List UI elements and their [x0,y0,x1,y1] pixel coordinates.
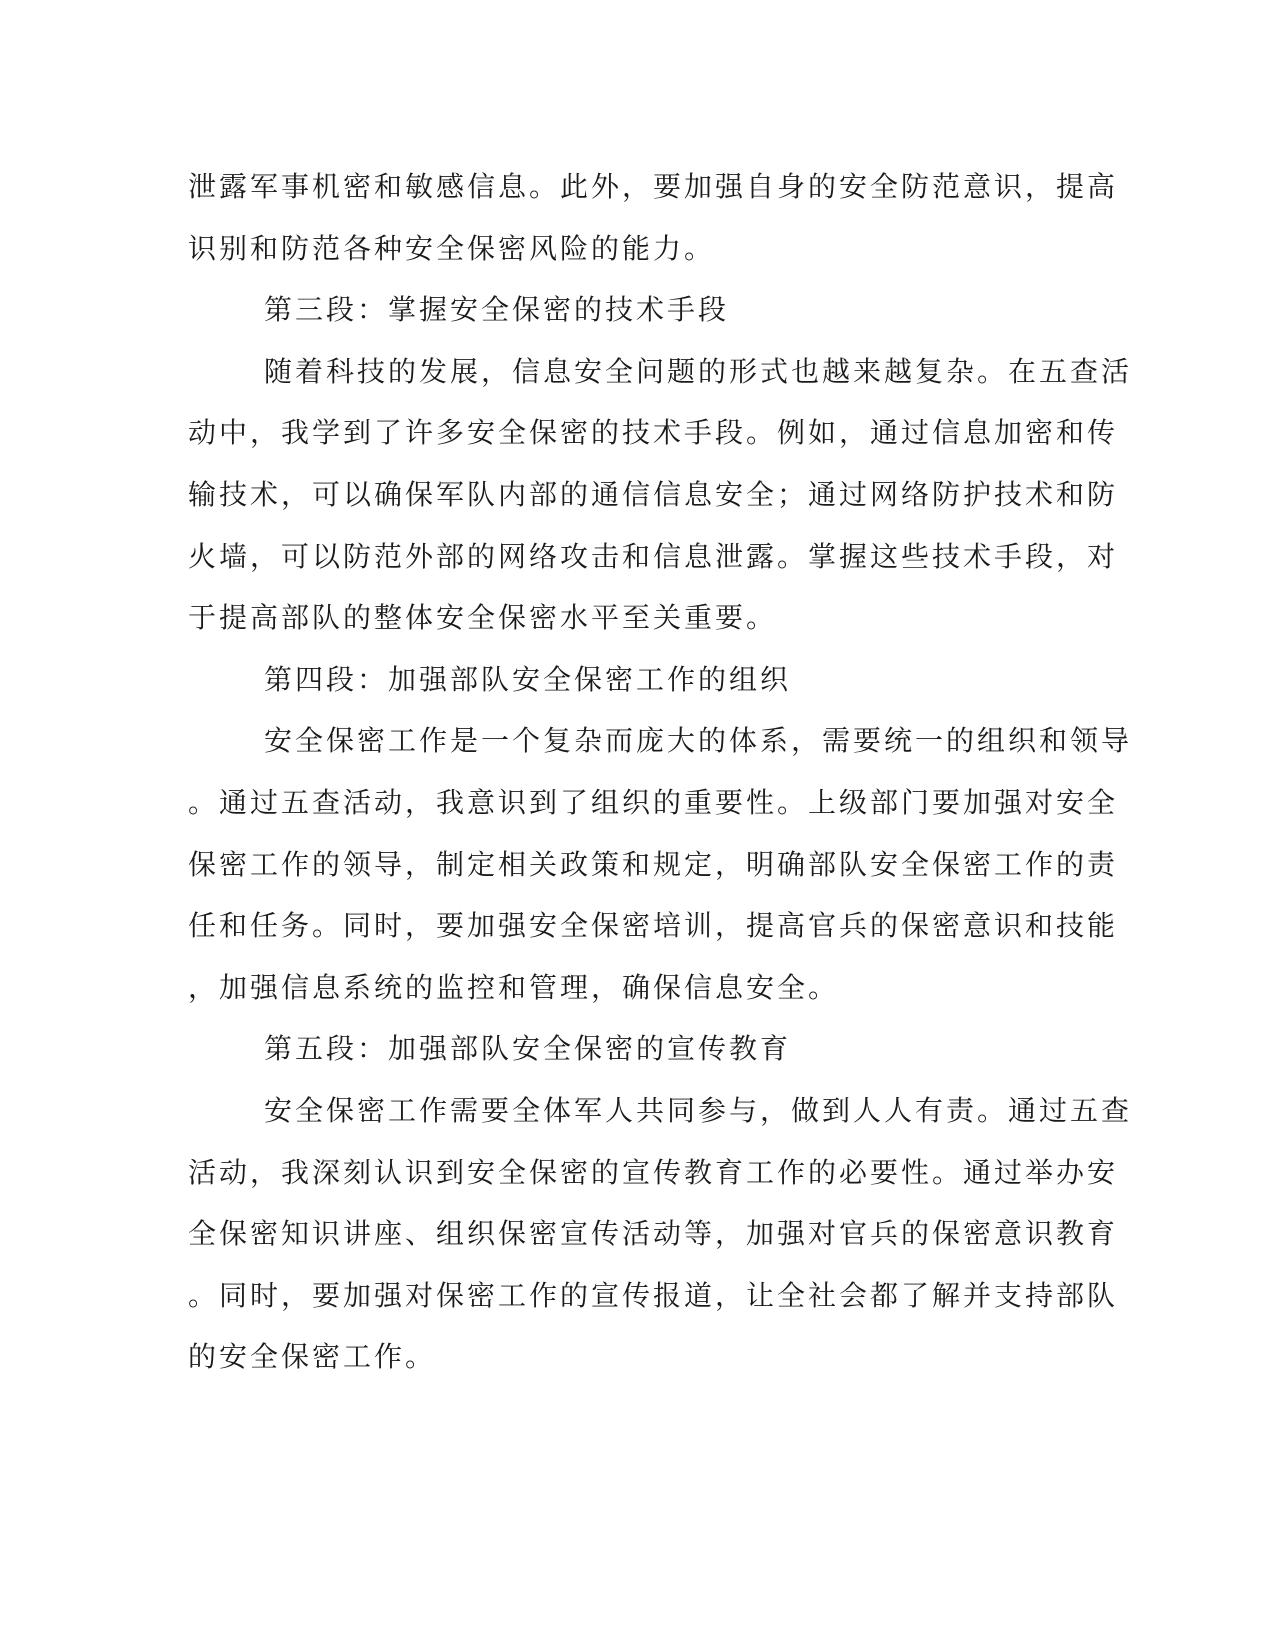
section-heading: 第三段：掌握安全保密的技术手段 [264,293,730,327]
text-line: 火墙，可以防范外部的网络攻击和信息泄露。掌握这些技术手段，对 [188,539,1119,573]
text-line: 识别和防范各种安全保密风险的能力。 [188,231,716,265]
text-line: 任和任务。同时，要加强安全保密培训，提高官兵的保密意识和技能 [188,909,1119,943]
text-line: 输技术，可以确保军队内部的通信信息安全；通过网络防护技术和防 [188,477,1119,511]
text-line: ，加强信息系统的监控和管理，确保信息安全。 [188,970,840,1004]
document-body [188,156,1133,1388]
text-line: 活动，我深刻认识到安全保密的宣传教育工作的必要性。通过举办安 [188,1155,1119,1189]
text-line: 泄露军事机密和敏感信息。此外，要加强自身的安全防范意识，提高 [188,170,1119,203]
section-heading: 第五段：加强部队安全保密的宣传教育 [264,1032,792,1066]
text-line: 安全保密工作是一个复杂而庞大的体系，需要统一的组织和领导 [264,724,1133,758]
text-line: 于提高部队的整体安全保密水平至关重要。 [188,601,778,635]
text-line: 。通过五查活动，我意识到了组织的重要性。上级部门要加强对安全 [188,785,1119,819]
text-line: 。同时，要加强对保密工作的宣传报道，让全社会都了解并支持部队 [188,1278,1119,1312]
section-heading: 第四段：加强部队安全保密工作的组织 [264,662,792,696]
text-line: 全保密知识讲座、组织保密宣传活动等，加强对官兵的保密意识教育 [188,1217,1119,1251]
text-line: 动中，我学到了许多安全保密的技术手段。例如，通过信息加密和传 [188,416,1119,450]
text-line: 的安全保密工作。 [188,1340,437,1374]
text-line: 保密工作的领导，制定相关政策和规定，明确部队安全保密工作的责 [188,847,1119,881]
text-line: 随着科技的发展，信息安全问题的形式也越来越复杂。在五查活 [264,354,1133,388]
text-line: 安全保密工作需要全体军人共同参与，做到人人有责。通过五查 [264,1093,1133,1127]
